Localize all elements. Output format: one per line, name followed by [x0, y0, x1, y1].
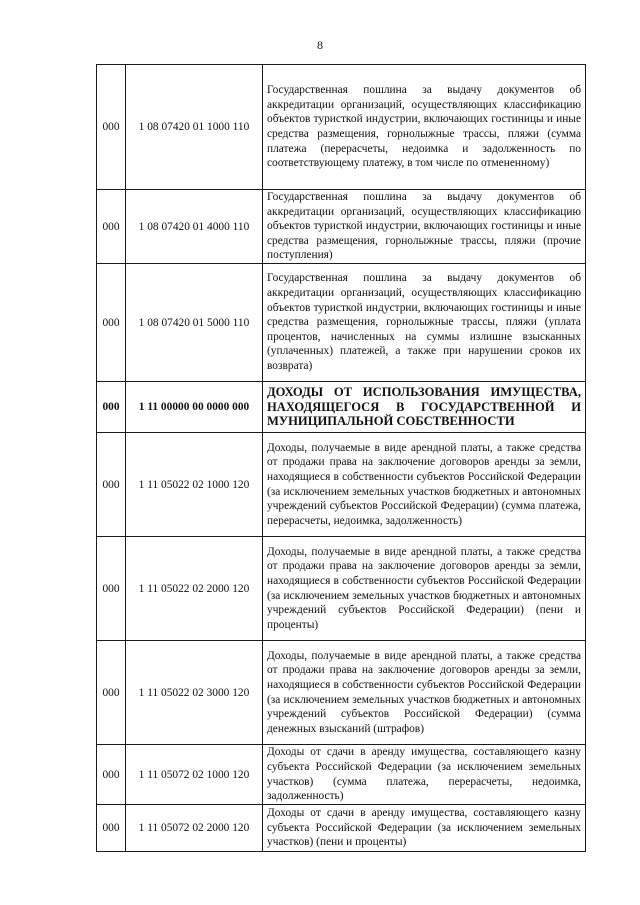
admin-code-cell: 000: [97, 641, 126, 745]
admin-code-cell: 000: [97, 805, 126, 852]
table-row: [97, 745, 586, 805]
classification-code-cell: 1 11 05022 02 3000 120: [126, 641, 263, 745]
table-row: [97, 382, 586, 433]
revenue-section-heading: ДОХОДЫ ОТ ИСПОЛЬЗОВАНИЯ ИМУЩЕСТВА, НАХОДЯЩЕГОСЯ В ГОСУДАРСТВЕННОЙ И МУНИЦИПАЛЬНОЙ СОБСТВЕННОСТИ: [263, 382, 586, 433]
admin-code-cell: 000: [97, 537, 126, 641]
table-row: [97, 264, 586, 382]
revenue-name-cell: Государственная пошлина за выдачу документов об аккредитации организаций, осуществляющих классификацию объектов туристкой индустрии, включающих гостиницы и иные средства размещения, горнолыжные трассы, пляжи (уплата процентов, начисленных на суммы излишне взысканных (уплаченных) платежей, а также при нарушении сроков их возврата): [263, 264, 586, 382]
classification-code-cell: 1 08 07420 01 1000 110: [126, 65, 263, 190]
classification-code-cell: 1 08 07420 01 4000 110: [126, 190, 263, 264]
table-row: [97, 641, 586, 745]
revenue-name-cell: Государственная пошлина за выдачу документов об аккредитации организаций, осуществляющих классификацию объектов туристкой индустрии, включающих гостиницы и иные средства размещения, горнолыжные трассы, пляжи (сумма платежа (перерасчеты, недоимка и задолженность по соответствующему платежу, в том числе по отмененному): [263, 65, 586, 190]
revenue-name-cell: Доходы, получаемые в виде арендной платы, а также средства от продажи права на заключение договоров аренды за земли, находящиеся в собственности субъектов Российской Федерации (за исключением земельных участков бюджетных и автономных учреждений субъектов Российской Федерации) (сумма платежа, перерасчеты, недоимка, задолженность): [263, 433, 586, 537]
admin-code-cell: 000: [97, 190, 126, 264]
admin-code-cell: 000: [97, 382, 126, 433]
revenue-name-cell: Доходы, получаемые в виде арендной платы, а также средства от продажи права на заключение договоров аренды за земли, находящиеся в собственности субъектов Российской Федерации (за исключением земельных участков бюджетных и автономных учреждений субъектов Российской Федерации) (сумма денежных взысканий (штрафов): [263, 641, 586, 745]
revenue-name-cell: Доходы от сдачи в аренду имущества, составляющего казну субъекта Российской Федерации (за исключением земельных участков) (сумма платежа, перерасчеты, недоимка, задолженность): [263, 745, 586, 805]
table-row: [97, 433, 586, 537]
revenue-name-cell: Государственная пошлина за выдачу документов об аккредитации организаций, осуществляющих классификацию объектов туристкой индустрии, включающих гостиницы и иные средства размещения, горнолыжные трассы, пляжи (прочие поступления): [263, 190, 586, 264]
classification-code-cell: 1 11 05022 02 2000 120: [126, 537, 263, 641]
classification-code-cell: 1 08 07420 01 5000 110: [126, 264, 263, 382]
classification-code-cell: 1 11 05072 02 1000 120: [126, 745, 263, 805]
classification-code-cell: 1 11 05072 02 2000 120: [126, 805, 263, 852]
classification-code-cell: 1 11 05022 02 1000 120: [126, 433, 263, 537]
admin-code-cell: 000: [97, 65, 126, 190]
classification-code-cell: 1 11 00000 00 0000 000: [126, 382, 263, 433]
admin-code-cell: 000: [97, 264, 126, 382]
revenue-name-cell: Доходы от сдачи в аренду имущества, составляющего казну субъекта Российской Федерации (за исключением земельных участков) (пени и проценты): [263, 805, 586, 852]
table-row: [97, 805, 586, 852]
admin-code-cell: 000: [97, 745, 126, 805]
revenue-name-cell: Доходы, получаемые в виде арендной платы, а также средства от продажи права на заключение договоров аренды за земли, находящиеся в собственности субъектов Российской Федерации (за исключением земельных участков бюджетных и автономных учреждений субъектов Российской Федерации) (пени и проценты): [263, 537, 586, 641]
budget-revenue-table: [96, 64, 586, 852]
page-number: 8: [317, 38, 323, 52]
admin-code-cell: 000: [97, 433, 126, 537]
table-row: [97, 65, 586, 190]
table-row: [97, 537, 586, 641]
table-row: [97, 190, 586, 264]
